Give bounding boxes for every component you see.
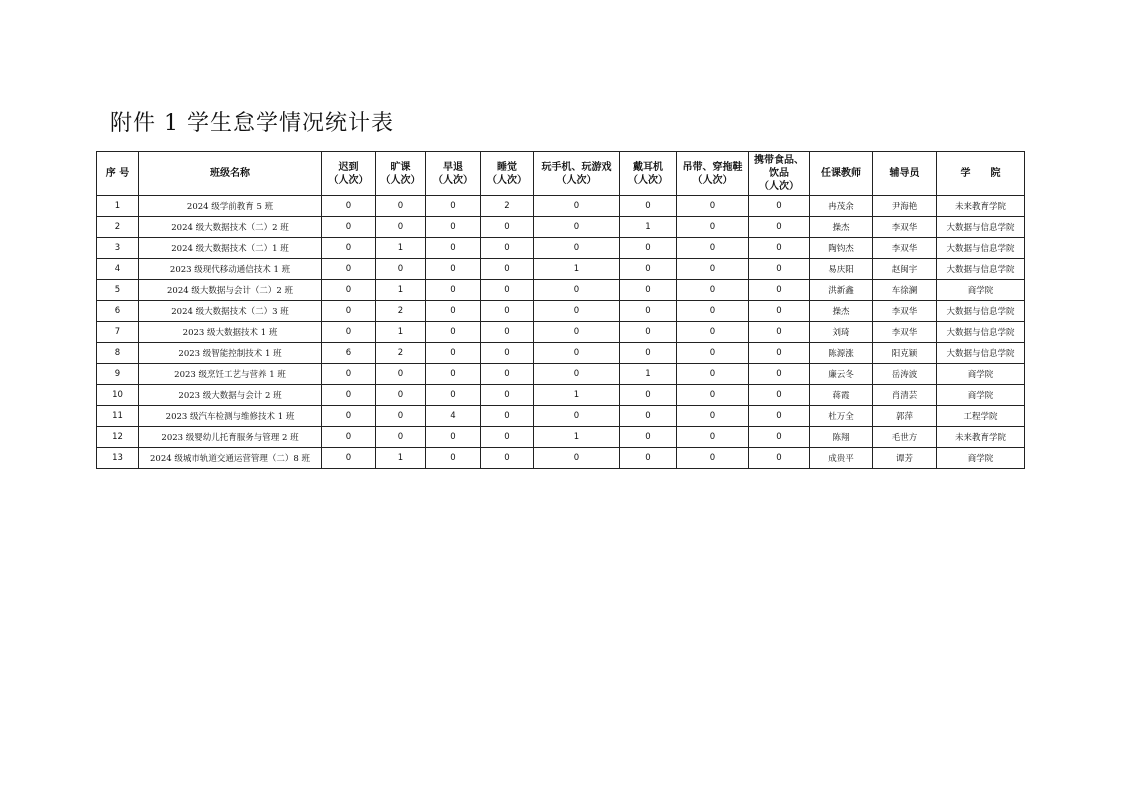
table-cell: 0 <box>677 427 749 448</box>
table-cell: 0 <box>677 238 749 259</box>
table-cell: 1 <box>534 385 620 406</box>
table-cell: 2 <box>97 217 139 238</box>
table-cell: 赵闽宇 <box>873 259 937 280</box>
column-header-text: 玩手机、玩游戏 <box>541 161 612 173</box>
table-cell: 0 <box>749 196 810 217</box>
column-header <box>937 152 1025 196</box>
table-cell: 0 <box>481 217 534 238</box>
table-cell: 未来教育学院 <box>937 427 1025 448</box>
table-cell: 商学院 <box>937 385 1025 406</box>
table-cell: 0 <box>322 217 376 238</box>
table-cell: 0 <box>677 259 749 280</box>
column-header <box>677 152 749 196</box>
table-cell: 9 <box>97 364 139 385</box>
column-header <box>139 152 322 196</box>
truancy-statistics-table <box>96 151 1025 469</box>
table-cell: 12 <box>97 427 139 448</box>
table-cell: 0 <box>749 322 810 343</box>
column-header <box>481 152 534 196</box>
table-cell: 5 <box>97 280 139 301</box>
column-header-text: （人次） <box>433 174 473 186</box>
table-cell: 成贵平 <box>810 448 873 469</box>
table-cell: 0 <box>749 448 810 469</box>
table-cell: 0 <box>322 196 376 217</box>
table-cell: 0 <box>426 364 481 385</box>
table-row <box>97 259 1025 280</box>
table-cell: 0 <box>749 406 810 427</box>
table-cell: 0 <box>426 322 481 343</box>
table-cell: 0 <box>322 322 376 343</box>
table-cell: 8 <box>97 343 139 364</box>
table-cell: 洪新鑫 <box>810 280 873 301</box>
table-cell: 0 <box>620 196 677 217</box>
table-cell: 0 <box>749 427 810 448</box>
table-cell: 蒋霞 <box>810 385 873 406</box>
table-cell: 大数据与信息学院 <box>937 343 1025 364</box>
table-cell: 0 <box>620 406 677 427</box>
table-body <box>97 196 1025 469</box>
table-cell: 1 <box>376 322 426 343</box>
table-cell: 2024 级大数据技术（二）3 班 <box>139 301 322 322</box>
column-header <box>534 152 620 196</box>
table-cell: 1 <box>376 280 426 301</box>
table-cell: 0 <box>376 406 426 427</box>
column-header <box>426 152 481 196</box>
table-cell: 2024 级大数据技术（二）1 班 <box>139 238 322 259</box>
table-cell: 0 <box>426 301 481 322</box>
table-cell: 0 <box>376 259 426 280</box>
table-cell: 大数据与信息学院 <box>937 238 1025 259</box>
table-cell: 0 <box>534 406 620 427</box>
table-header-row <box>97 152 1025 196</box>
table-row <box>97 301 1025 322</box>
table-cell: 0 <box>677 448 749 469</box>
table-cell: 0 <box>749 280 810 301</box>
column-header-text: 早退 <box>443 161 463 173</box>
table-cell: 0 <box>481 301 534 322</box>
table-cell: 阳克颖 <box>873 343 937 364</box>
column-header-text: 旷课 <box>390 161 411 173</box>
table-cell: 陈源涨 <box>810 343 873 364</box>
column-header-text: 戴耳机 <box>633 161 663 173</box>
table-cell: 0 <box>677 343 749 364</box>
table-cell: 6 <box>322 343 376 364</box>
table-cell: 0 <box>376 427 426 448</box>
table-cell: 0 <box>620 301 677 322</box>
table-cell: 李双华 <box>873 301 937 322</box>
table-cell: 10 <box>97 385 139 406</box>
table-cell: 0 <box>322 259 376 280</box>
table-cell: 0 <box>426 196 481 217</box>
table-cell: 车徐澜 <box>873 280 937 301</box>
table-cell: 0 <box>426 280 481 301</box>
column-header-text: （人次） <box>380 174 421 186</box>
table-cell: 0 <box>322 301 376 322</box>
column-header-text: （人次） <box>759 181 799 192</box>
table-row <box>97 217 1025 238</box>
table-cell: 商学院 <box>937 364 1025 385</box>
table-cell: 0 <box>322 238 376 259</box>
table-cell: 0 <box>426 427 481 448</box>
table-cell: 0 <box>481 280 534 301</box>
table-cell: 6 <box>97 301 139 322</box>
table-cell: 谭芳 <box>873 448 937 469</box>
table-row <box>97 406 1025 427</box>
table-cell: 2 <box>481 196 534 217</box>
table-cell: 2024 级学前教育 5 班 <box>139 196 322 217</box>
table-cell: 2023 级大数据技术 1 班 <box>139 322 322 343</box>
table-cell: 0 <box>426 385 481 406</box>
table-cell: 3 <box>97 238 139 259</box>
table-cell: 肖清芸 <box>873 385 937 406</box>
table-cell: 1 <box>620 364 677 385</box>
table-cell: 0 <box>749 301 810 322</box>
table-cell: 0 <box>749 364 810 385</box>
table-cell: 0 <box>322 406 376 427</box>
table-cell: 0 <box>481 448 534 469</box>
table-cell: 0 <box>620 448 677 469</box>
table-cell: 尹海艳 <box>873 196 937 217</box>
table-cell: 13 <box>97 448 139 469</box>
table-cell: 0 <box>322 385 376 406</box>
table-cell: 0 <box>534 448 620 469</box>
column-header-text: 班级名称 <box>210 168 250 179</box>
table-cell: 毛世方 <box>873 427 937 448</box>
table-cell: 0 <box>534 280 620 301</box>
table-cell: 0 <box>677 301 749 322</box>
column-header-text: 饮品 <box>769 168 789 179</box>
table-cell: 刘琦 <box>810 322 873 343</box>
table-cell: 4 <box>426 406 481 427</box>
table-cell: 大数据与信息学院 <box>937 301 1025 322</box>
table-cell: 大数据与信息学院 <box>937 322 1025 343</box>
table-cell: 0 <box>426 259 481 280</box>
table-cell: 1 <box>534 427 620 448</box>
table-cell: 0 <box>749 238 810 259</box>
table-cell: 0 <box>620 322 677 343</box>
table-cell: 杜万全 <box>810 406 873 427</box>
table-row <box>97 364 1025 385</box>
table-cell: 李双华 <box>873 217 937 238</box>
table-cell: 0 <box>481 427 534 448</box>
table-cell: 廉云冬 <box>810 364 873 385</box>
table-cell: 0 <box>322 448 376 469</box>
table-cell: 岳涛波 <box>873 364 937 385</box>
column-header-text: （人次） <box>692 174 733 186</box>
column-header-text: 睡觉 <box>497 161 517 173</box>
table-cell: 0 <box>677 385 749 406</box>
table-cell: 0 <box>749 217 810 238</box>
table-cell: 0 <box>620 427 677 448</box>
table-row <box>97 196 1025 217</box>
table-cell: 2023 级智能控制技术 1 班 <box>139 343 322 364</box>
document-title: 附件 1 学生怠学情况统计表 <box>110 111 394 136</box>
table-cell: 2023 级婴幼儿托育服务与管理 2 班 <box>139 427 322 448</box>
column-header-text: （人次） <box>487 174 527 186</box>
table-cell: 0 <box>677 322 749 343</box>
table-cell: 0 <box>481 322 534 343</box>
table-cell: 1 <box>620 217 677 238</box>
table-cell: 陶钧杰 <box>810 238 873 259</box>
table-cell: 0 <box>534 301 620 322</box>
column-header-text: 携带食品、 <box>754 155 804 166</box>
column-header-text: （人次） <box>628 174 668 186</box>
table-row <box>97 343 1025 364</box>
table-cell: 操杰 <box>810 217 873 238</box>
table-cell: 4 <box>97 259 139 280</box>
table-cell: 0 <box>534 196 620 217</box>
table-cell: 郭萍 <box>873 406 937 427</box>
column-header-text: （人次） <box>328 174 369 186</box>
column-header <box>749 152 810 196</box>
table-row <box>97 322 1025 343</box>
table-cell: 0 <box>620 280 677 301</box>
table-row <box>97 427 1025 448</box>
table-cell: 0 <box>426 217 481 238</box>
column-header-text: 序 号 <box>105 168 130 179</box>
table-cell: 2 <box>376 343 426 364</box>
table-cell: 0 <box>677 196 749 217</box>
table-cell: 2024 级大数据与会计（二）2 班 <box>139 280 322 301</box>
table-cell: 大数据与信息学院 <box>937 217 1025 238</box>
table-cell: 1 <box>97 196 139 217</box>
table-cell: 0 <box>481 385 534 406</box>
table-cell: 0 <box>376 364 426 385</box>
table-cell: 2023 级现代移动通信技术 1 班 <box>139 259 322 280</box>
table-cell: 0 <box>677 364 749 385</box>
table-cell: 商学院 <box>937 448 1025 469</box>
table-cell: 0 <box>534 364 620 385</box>
table-cell: 0 <box>481 259 534 280</box>
table-cell: 0 <box>620 343 677 364</box>
table-cell: 0 <box>426 448 481 469</box>
table-cell: 0 <box>426 238 481 259</box>
table-cell: 1 <box>376 238 426 259</box>
column-header-text: （人次） <box>556 174 597 186</box>
table-cell: 0 <box>749 259 810 280</box>
table-cell: 0 <box>534 343 620 364</box>
table-cell: 李双华 <box>873 322 937 343</box>
table-cell: 1 <box>376 448 426 469</box>
table-cell: 0 <box>749 343 810 364</box>
table-cell: 工程学院 <box>937 406 1025 427</box>
column-header-text: 迟到 <box>338 161 359 173</box>
table-cell: 0 <box>677 280 749 301</box>
table-cell: 0 <box>534 238 620 259</box>
column-header <box>97 152 139 196</box>
table-cell: 0 <box>376 196 426 217</box>
column-header-text: 辅导员 <box>889 168 920 179</box>
table-cell: 2024 级城市轨道交通运营管理（二）8 班 <box>139 448 322 469</box>
table-cell: 0 <box>620 238 677 259</box>
table-cell: 商学院 <box>937 280 1025 301</box>
table-cell: 0 <box>481 364 534 385</box>
table-cell: 11 <box>97 406 139 427</box>
table-cell: 0 <box>376 385 426 406</box>
table-cell: 2023 级烹饪工艺与营养 1 班 <box>139 364 322 385</box>
table-cell: 操杰 <box>810 301 873 322</box>
table-cell: 0 <box>322 427 376 448</box>
table-cell: 李双华 <box>873 238 937 259</box>
table-cell: 2 <box>376 301 426 322</box>
table-cell: 2023 级汽车检测与维修技术 1 班 <box>139 406 322 427</box>
table-cell: 0 <box>322 364 376 385</box>
table-cell: 0 <box>534 322 620 343</box>
column-header-text: 任课教师 <box>821 168 861 179</box>
column-header <box>376 152 426 196</box>
table-cell: 2023 级大数据与会计 2 班 <box>139 385 322 406</box>
table-cell: 1 <box>534 259 620 280</box>
table-cell: 0 <box>677 217 749 238</box>
table-cell: 0 <box>749 385 810 406</box>
column-header <box>873 152 937 196</box>
column-header <box>620 152 677 196</box>
table-cell: 0 <box>376 217 426 238</box>
table-cell: 陈翔 <box>810 427 873 448</box>
column-header-text: 学 院 <box>960 168 1001 179</box>
table-cell: 0 <box>620 259 677 280</box>
table-cell: 0 <box>481 406 534 427</box>
table-cell: 7 <box>97 322 139 343</box>
table-cell: 0 <box>534 217 620 238</box>
table-cell: 0 <box>426 343 481 364</box>
table-cell: 冉茂余 <box>810 196 873 217</box>
table-cell: 未来教育学院 <box>937 196 1025 217</box>
table-row <box>97 238 1025 259</box>
table-cell: 2024 级大数据技术（二）2 班 <box>139 217 322 238</box>
table-cell: 0 <box>677 406 749 427</box>
table-row <box>97 280 1025 301</box>
table-row <box>97 385 1025 406</box>
table-cell: 0 <box>481 343 534 364</box>
table-row <box>97 448 1025 469</box>
column-header <box>322 152 376 196</box>
table-cell: 大数据与信息学院 <box>937 259 1025 280</box>
column-header-text: 吊带、穿拖鞋 <box>682 161 743 173</box>
table-cell: 0 <box>481 238 534 259</box>
column-header <box>810 152 873 196</box>
table-cell: 易庆阳 <box>810 259 873 280</box>
table-cell: 0 <box>620 385 677 406</box>
table-cell: 0 <box>322 280 376 301</box>
